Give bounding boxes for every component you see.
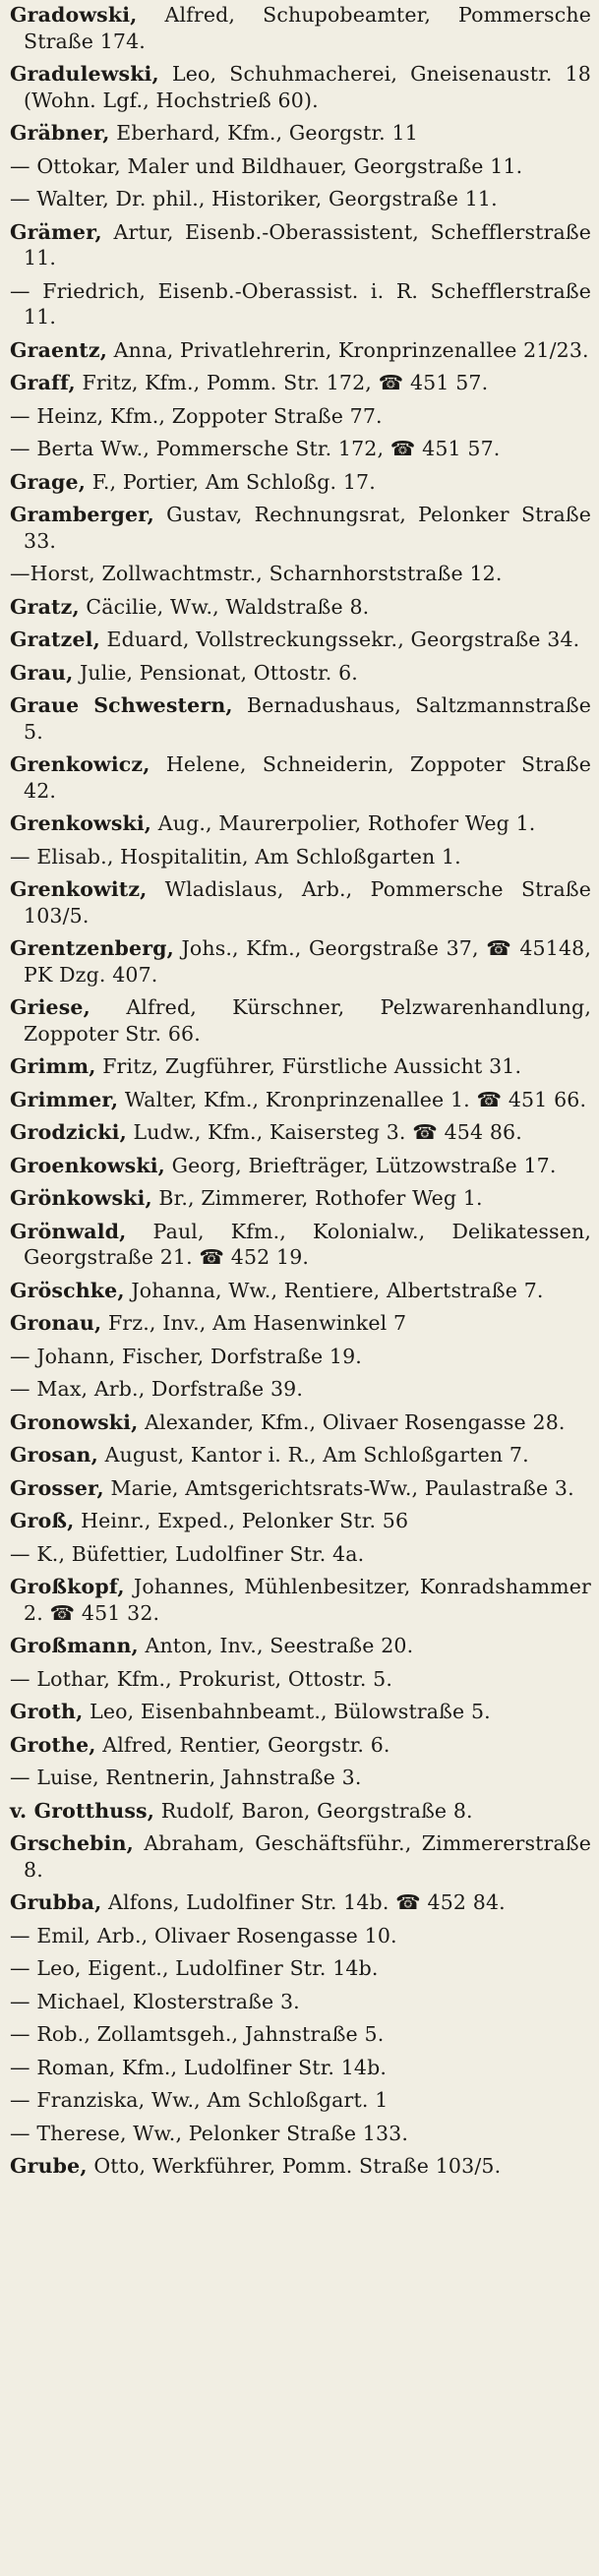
entry-details: Eberhard, Kfm., Georgstr. 11 <box>116 121 418 145</box>
entry-surname: Grentzenberg, <box>10 936 174 960</box>
entry-surname: Grau, <box>10 660 74 685</box>
entry-surname: Grimm, <box>10 1054 96 1078</box>
entry-details: — Max, Arb., Dorfstraße 39. <box>10 1377 304 1401</box>
directory-entry <box>10 1989 591 2015</box>
entry-details: Frz., Inv., Am Hasenwinkel 7 <box>107 1311 407 1335</box>
entry-surname: Großkopf, <box>10 1575 125 1598</box>
entry-details: Helene, Schneiderin, Zoppoter Straße 42. <box>24 752 591 803</box>
directory-entry <box>10 186 591 212</box>
directory-entry <box>10 994 591 1047</box>
entry-details: Rudolf, Baron, Georgstraße 8. <box>160 1798 473 1823</box>
directory-entry <box>10 120 591 147</box>
entry-surname: Großmann, <box>10 1634 139 1657</box>
entry-details: — Berta Ww., Pommersche Str. 172, ☎ 451 57. <box>10 437 501 460</box>
entry-details: — Friedrich, Eisenb.-Oberassist. i. R. Schefflerstraße 11. <box>10 278 591 329</box>
entry-details: — Elisab., Hospitalitin, Am Schloßgarten 1. <box>10 844 461 869</box>
directory-entry <box>10 219 591 271</box>
directory-entry <box>10 1574 591 1626</box>
entry-surname: Graff, <box>10 371 76 394</box>
directory-entry <box>10 1732 591 1759</box>
directory-entry <box>10 1798 591 1825</box>
entry-details: — Walter, Dr. phil., Historiker, Georgstraße 11. <box>10 187 498 210</box>
entry-surname: Groß, <box>10 1509 75 1532</box>
entry-surname: Gradulewski, <box>10 62 159 86</box>
directory-entry <box>10 1830 591 1883</box>
directory-entry <box>10 1765 591 1791</box>
directory-entry <box>10 1185 591 1212</box>
directory-entry <box>10 1153 591 1179</box>
entry-surname: Grodzicki, <box>10 1120 127 1144</box>
entry-details: Johannes, Mühlenbesitzer, Konradshammer 2. ☎ 451 32. <box>24 1575 591 1625</box>
entry-details: — Therese, Ww., Pelonker Straße 133. <box>10 2121 409 2145</box>
entry-details: — Lothar, Kfm., Prokurist, Ottostr. 5. <box>10 1666 393 1691</box>
entry-surname: Grämer, <box>10 219 102 244</box>
directory-entry <box>10 1633 591 1659</box>
entry-details: Anna, Privatlehrerin, Kronprinzenallee 21/23. <box>113 337 589 362</box>
entry-details: Alexander, Kfm., Olivaer Rosengasse 28. <box>145 1409 566 1434</box>
entry-details: Wladislaus, Arb., Pommersche Straße 103/5. <box>24 877 591 928</box>
directory-entry <box>10 61 591 113</box>
entry-details: Artur, Eisenb.-Oberassistent, Schefflerstraße 11. <box>24 219 591 270</box>
entry-surname: Gradowski, <box>10 3 138 27</box>
entry-surname: Gröschke, <box>10 1278 125 1302</box>
directory-entry <box>10 561 591 587</box>
entry-surname: Grimmer, <box>10 1087 119 1111</box>
entry-details: Johs., Kfm., Georgstraße 37, ☎ 45148, PK Dzg. 407. <box>24 936 591 987</box>
entry-details: August, Kantor i. R., Am Schloßgarten 7. <box>104 1443 529 1467</box>
directory-entry <box>10 1119 591 1146</box>
entry-surname: Grenkowski, <box>10 811 152 835</box>
directory-entry <box>10 2153 591 2180</box>
entry-surname: Gramberger, <box>10 503 154 526</box>
directory-entry <box>10 2021 591 2048</box>
entry-surname: Grosan, <box>10 1443 98 1467</box>
entry-details: — Heinz, Kfm., Zoppoter Straße 77. <box>10 403 383 428</box>
entry-details: Cäcilie, Ww., Waldstraße 8. <box>86 594 370 619</box>
directory-entry <box>10 1087 591 1113</box>
entry-surname: Gronowski, <box>10 1409 139 1434</box>
entry-surname: Groenkowski, <box>10 1153 165 1177</box>
entry-details: Marie, Amtsgerichtsrats-Ww., Paulastraße 3. <box>110 1475 574 1500</box>
directory-entry <box>10 1376 591 1403</box>
entry-details: F., Portier, Am Schloßg. 17. <box>91 469 376 494</box>
directory-entry <box>10 1442 591 1468</box>
entry-details: — K., Büfettier, Ludolfiner Str. 4a. <box>10 1541 365 1566</box>
directory-entry <box>10 403 591 430</box>
directory-entry <box>10 594 591 621</box>
entry-details: Heinr., Exped., Pelonker Str. 56 <box>81 1509 409 1532</box>
entry-details: Abraham, Geschäftsführ., Zimmererstraße 8. <box>24 1831 591 1882</box>
entry-surname: v. Grotthuss, <box>10 1798 155 1823</box>
entry-details: — Roman, Kfm., Ludolfiner Str. 14b. <box>10 2055 388 2079</box>
entry-details: — Johann, Fischer, Dorfstraße 19. <box>10 1344 362 1368</box>
entry-surname: Grube, <box>10 2154 88 2178</box>
entry-details: Eduard, Vollstreckungssekr., Georgstraße 34. <box>106 628 580 651</box>
entry-details: —Horst, Zollwachtmstr., Scharnhorststraße 12. <box>10 562 503 585</box>
directory-entry <box>10 876 591 929</box>
entry-surname: Grage, <box>10 469 87 494</box>
entry-surname: Grenkowicz, <box>10 752 150 776</box>
entry-details: Leo, Eisenbahnbeamt., Bülowstraße 5. <box>90 1700 491 1723</box>
directory-entry <box>10 935 591 988</box>
entry-surname: Gräbner, <box>10 121 110 145</box>
directory-entry <box>10 153 591 180</box>
entry-details: — Franziska, Ww., Am Schloßgart. 1 <box>10 2088 389 2112</box>
directory-entry <box>10 844 591 870</box>
entry-details: Johanna, Ww., Rentiere, Albertstraße 7. <box>131 1278 544 1302</box>
entry-surname: Grönwald, <box>10 1219 127 1243</box>
entry-surname: Gratz, <box>10 594 80 619</box>
directory-entry <box>10 1278 591 1304</box>
entry-surname: Grschebin, <box>10 1831 134 1855</box>
entry-details: Alfred, Rentier, Georgstr. 6. <box>102 1732 390 1757</box>
entry-details: Walter, Kfm., Kronprinzenallee 1. ☎ 451 66. <box>124 1087 587 1111</box>
directory-entry <box>10 278 591 330</box>
directory-entry <box>10 660 591 687</box>
entry-details: — Leo, Eigent., Ludolfiner Str. 14b. <box>10 1956 379 1980</box>
directory-entry <box>10 1508 591 1534</box>
directory-entry <box>10 436 591 462</box>
directory-entry <box>10 1666 591 1693</box>
directory-entry <box>10 469 591 496</box>
directory-entry <box>10 1344 591 1370</box>
entry-details: — Rob., Zollamtsgeh., Jahnstraße 5. <box>10 2022 385 2046</box>
entry-details: Anton, Inv., Seestraße 20. <box>145 1634 414 1657</box>
directory-entry <box>10 751 591 804</box>
directory-entry <box>10 1409 591 1436</box>
entry-surname: Graue Schwestern, <box>10 693 233 717</box>
directory-entry <box>10 692 591 745</box>
entry-details: Fritz, Zugführer, Fürstliche Aussicht 31. <box>102 1054 522 1078</box>
entry-details: Otto, Werkführer, Pomm. Straße 103/5. <box>93 2154 502 2178</box>
entry-details: Georg, Briefträger, Lützowstraße 17. <box>171 1153 557 1177</box>
entry-details: Gustav, Rechnungsrat, Pelonker Straße 33. <box>24 503 591 553</box>
entry-details: Alfred, Kürschner, Pelzwarenhandlung, Zoppoter Str. 66. <box>24 995 591 1046</box>
entry-details: Alfons, Ludolfiner Str. 14b. ☎ 452 84. <box>108 1890 506 1914</box>
directory-entry <box>10 2 591 54</box>
entry-details: — Emil, Arb., Olivaer Rosengasse 10. <box>10 1923 397 1947</box>
entry-surname: Grenkowitz, <box>10 877 148 901</box>
entry-surname: Gratzel, <box>10 628 100 651</box>
entry-details: — Ottokar, Maler und Bildhauer, Georgstraße 11. <box>10 153 523 178</box>
directory-entry <box>10 370 591 396</box>
entry-details: Aug., Maurerpolier, Rothofer Weg 1. <box>157 811 536 835</box>
entry-details: Fritz, Kfm., Pomm. Str. 172, ☎ 451 57. <box>82 371 489 394</box>
directory-entry <box>10 1219 591 1271</box>
directory-entry <box>10 627 591 653</box>
entry-surname: Grosser, <box>10 1475 104 1500</box>
directory-entry <box>10 337 591 364</box>
entry-surname: Griese, <box>10 995 90 1019</box>
directory-entry <box>10 810 591 837</box>
entry-surname: Gronau, <box>10 1311 102 1335</box>
entry-surname: Graentz, <box>10 337 107 362</box>
entry-details: Leo, Schuhmacherei, Gneisenaustr. 18 (Wohn. Lgf., Hochstrieß 60). <box>24 62 592 112</box>
entry-surname: Grothe, <box>10 1732 96 1757</box>
entry-surname: Grubba, <box>10 1890 102 1914</box>
entry-details: Alfred, Schupobeamter, Pommersche Straße 174. <box>24 3 591 53</box>
entry-surname: Grönkowski, <box>10 1186 152 1210</box>
directory-entry <box>10 2121 591 2147</box>
directory-entry <box>10 2055 591 2081</box>
entry-details: — Luise, Rentnerin, Jahnstraße 3. <box>10 1766 362 1789</box>
directory-entry <box>10 1541 591 1568</box>
entry-details: Ludw., Kfm., Kaisersteg 3. ☎ 454 86. <box>133 1120 522 1144</box>
entry-details: Bernadushaus, Saltzmannstraße 5. <box>24 693 591 744</box>
entry-surname: Groth, <box>10 1700 84 1723</box>
directory-entry <box>10 1475 591 1502</box>
directory-entry <box>10 2087 591 2114</box>
directory-entry <box>10 502 591 554</box>
directory-entry <box>10 1955 591 1982</box>
directory-entry <box>10 1699 591 1725</box>
entry-details: Br., Zimmerer, Rothofer Weg 1. <box>158 1186 483 1210</box>
entry-details: Paul, Kfm., Kolonialw., Delikatessen, Georgstraße 21. ☎ 452 19. <box>24 1219 591 1269</box>
directory-entry <box>10 1889 591 1916</box>
directory-entry <box>10 1053 591 1080</box>
directory-entry <box>10 1923 591 1949</box>
directory-entry <box>10 1310 591 1337</box>
entry-details: — Michael, Klosterstraße 3. <box>10 1989 300 2013</box>
entry-details: Julie, Pensionat, Ottostr. 6. <box>80 660 358 685</box>
